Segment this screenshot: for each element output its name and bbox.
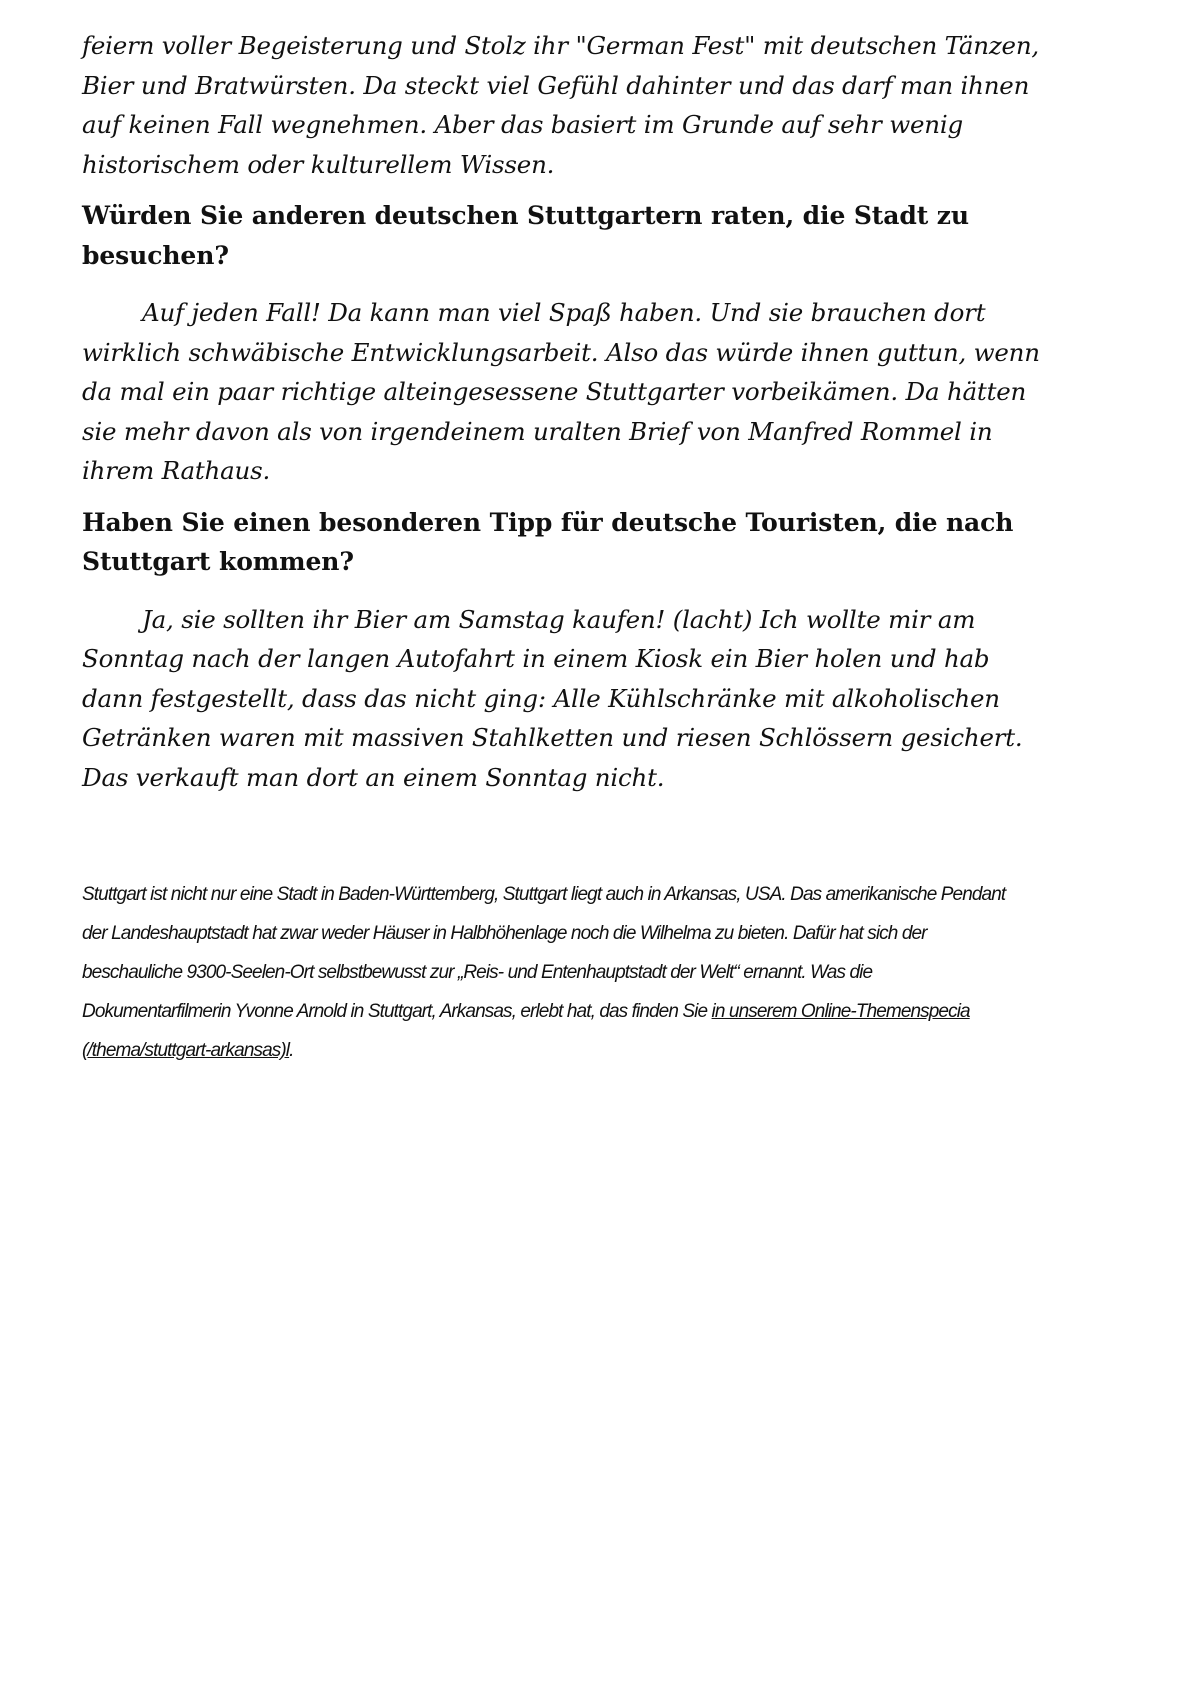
themenspecial-link[interactable]: in unserem Online-Themenspecia (/thema/stuttgart-arkansas)l <box>82 1001 970 1061</box>
interview-answer-2: Ja, sie sollten ihr Bier am Samstag kaufen! (lacht) Ich wollte mir am Sonntag nach der langen Autofahrt in einem Kiosk ein Bier holen und hab dann festgestellt, dass das nicht ging: Alle Kühlschränke mit alkoholischen Getränken waren mit massiven Stahlketten und riesen Schlössern gesichert. Das verkauft man dort an einem Sonntag nicht. <box>82 604 1023 792</box>
article-page <box>82 26 1042 1070</box>
footnote <box>82 875 1012 1070</box>
footnote-text: Stuttgart ist nicht nur eine Stadt in Baden-Württemberg, Stuttgart liegt auch in Arkansas, USA. Das amerikanische Pendant der Landeshauptstadt hat zwar weder Häuser in Halbhöhenlage noch die Wilhelma zu bieten. Dafür hat sich der beschauliche 9300-Seelen-Ort selbstbewusst zur „Reis- und Entenhauptstadt der Welt“ ernannt. Was die Dokumentarfilmerin Yvonne Arnold in Stuttgart, Arkansas, erlebt hat, das finden Sie <box>82 884 1006 1022</box>
interview-question-2: Haben Sie einen besonderen Tipp für deutsche Touristen, die nach Stuttgart kommen? <box>82 507 1014 576</box>
interview-answer-1: Auf jeden Fall! Da kann man viel Spaß haben. Und sie brauchen dort wirklich schwäbische Entwicklungsarbeit. Also das würde ihnen guttun, wenn da mal ein paar richtige alteingesessene Stuttgarter vorbeikämen. Da hätten sie mehr davon als von irgendeinem uralten Brief von Manfred Rommel in ihrem Rathaus. <box>82 298 1040 485</box>
footnote-trailing: . <box>289 1040 294 1061</box>
intro-paragraph: feiern voller Begeisterung und Stolz ihr "German Fest" mit deutschen Tänzen, Bier und Bratwürsten. Da steckt viel Gefühl dahinter und das darf man ihnen auf keinen Fall wegnehmen. Aber das basiert im Grunde auf sehr wenig historischem oder kulturellem Wissen. <box>82 31 1040 179</box>
interview-question-1: Würden Sie anderen deutschen Stuttgartern raten, die Stadt zu besuchen? <box>82 201 969 270</box>
